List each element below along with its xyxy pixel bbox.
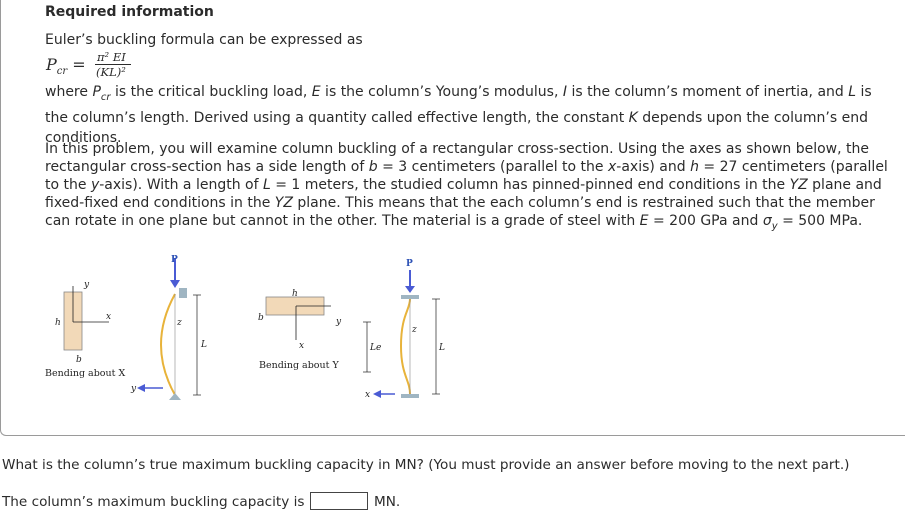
intro-text: Euler’s buckling formula can be expressed as (45, 32, 363, 48)
svg-text:h: h (55, 318, 61, 328)
svg-text:P: P (171, 255, 178, 265)
panel-heading: Required information (45, 4, 214, 20)
svg-text:y: y (336, 317, 342, 327)
svg-text:Le: Le (370, 343, 382, 353)
svg-text:z: z (412, 325, 417, 335)
column-buckling-figure (39, 250, 459, 410)
svg-text:x: x (299, 341, 305, 351)
answer-input[interactable] (310, 492, 368, 510)
caption-bending-y: Bending about Y (259, 360, 339, 371)
svg-text:b: b (76, 355, 82, 365)
formula-explanation: where $P_{cr}$ is the critical buckling load, E is the column’s Young’s modulus, I is the column’s moment of inertia, and L is the column’s length. Derived using a quantity called effective length, the constant K depends upon the column’s end conditions. (45, 84, 872, 146)
question-text: What is the column’s true maximum buckling capacity in MN? (You must provide an answer before moving to the next part.) (2, 457, 850, 473)
svg-text:x: x (106, 312, 112, 322)
caption-bending-x: Bending about X (45, 368, 126, 379)
cross-section-bending-x (45, 280, 125, 379)
svg-text:P: P (406, 259, 413, 269)
column-pinned-pinned (130, 255, 207, 400)
answer-lead-text: The column’s maximum buckling capacity is (2, 494, 305, 510)
svg-text:L: L (439, 343, 445, 353)
svg-text:b: b (258, 313, 264, 323)
answer-unit: MN. (374, 494, 401, 510)
formula-denominator: (KL)² (96, 65, 126, 79)
cross-section-bending-y (258, 289, 342, 371)
svg-text:y: y (84, 280, 90, 290)
svg-text:y: y (131, 384, 137, 394)
formula-lhs: $P_{cr}$ = (46, 55, 86, 78)
svg-text:L: L (201, 340, 207, 350)
svg-text:h: h (292, 289, 298, 299)
svg-text:z: z (177, 318, 182, 328)
problem-statement: In this problem, you will examine column buckling of a rectangular cross-section. Using the axes as shown below, the rectangular cross-section has a side length of b = 3 centimeters (parallel to the x-axis) and h = 27 centimeters (parallel to the y-axis). With a length of L = 1 meters, the studied column has pinned-pinned end conditions in the YZ plane and fixed-fixed end conditions in the YZ plane. This means that the each column’s end is restrained such that the member can rotate in one plane but cannot in the other. The material is a grade of steel with E = 200 GPa and $\sigma_y = 500$ MPa. (45, 141, 888, 232)
formula-numerator: π² EI (97, 50, 126, 64)
column-fixed-fixed (363, 259, 445, 400)
svg-text:x: x (365, 390, 371, 400)
